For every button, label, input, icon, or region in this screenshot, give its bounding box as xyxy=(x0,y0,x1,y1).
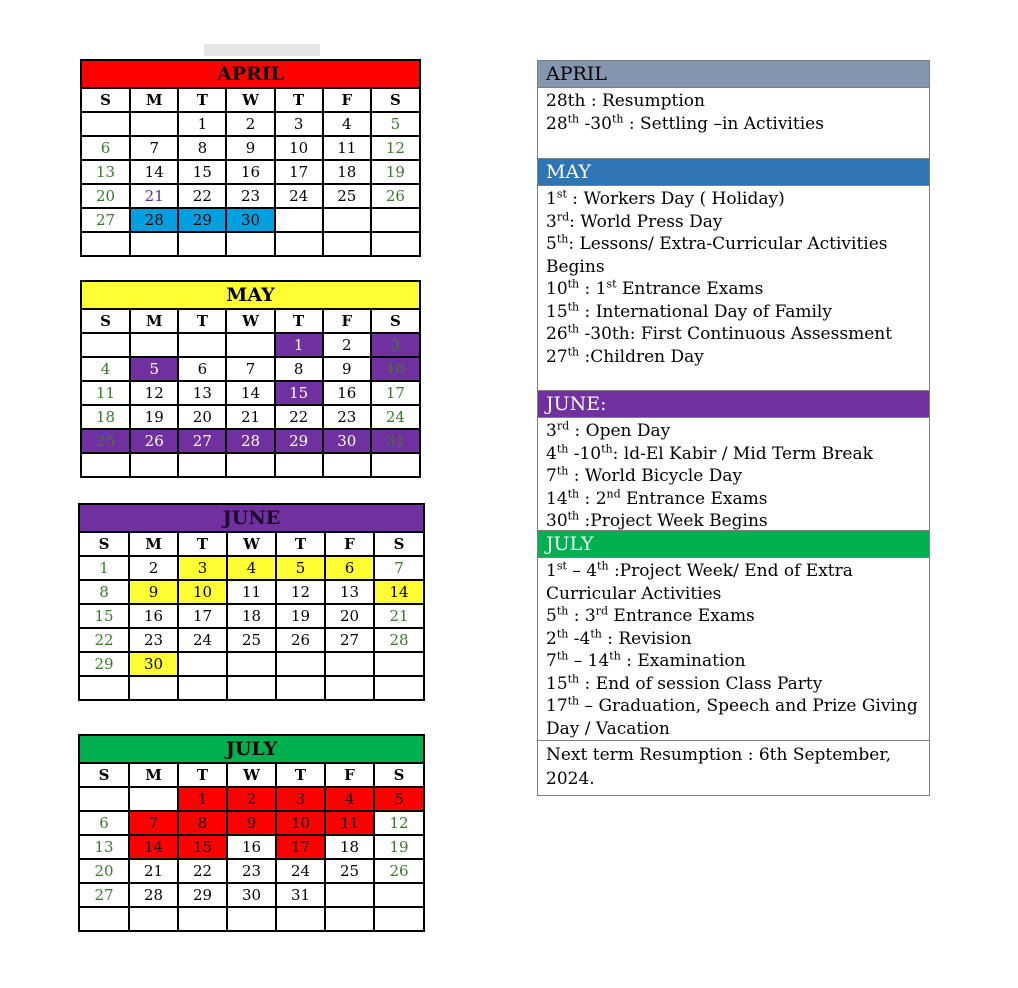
calendar-day: 6 xyxy=(80,811,129,835)
calendar-day: 21 xyxy=(130,184,178,208)
event-line: 1st : Workers Day ( Holiday) xyxy=(546,187,785,209)
calendar-day: 11 xyxy=(325,811,374,835)
events-july-list xyxy=(538,558,929,741)
event-line: 3rd: World Press Day xyxy=(546,209,723,232)
calendar-day xyxy=(374,676,423,699)
calendar-day: 2 xyxy=(227,787,276,811)
calendar-day: 9 xyxy=(129,580,178,604)
calendar-day: 7 xyxy=(129,811,178,835)
calendar-june xyxy=(78,503,425,701)
calendar-day xyxy=(323,453,371,476)
calendar-day: 31 xyxy=(371,429,419,453)
weekday-header: F xyxy=(325,533,374,556)
weekday-header: T xyxy=(275,310,323,333)
calendar-day xyxy=(129,787,178,811)
events-may-heading: MAY xyxy=(538,159,929,186)
calendar-day: 28 xyxy=(129,883,178,907)
calendar-day: 10 xyxy=(275,136,323,160)
calendar-day: 26 xyxy=(130,429,178,453)
calendar-day: 19 xyxy=(371,160,419,184)
calendar-day: 29 xyxy=(275,429,323,453)
calendar-grid xyxy=(82,89,419,255)
calendar-day: 28 xyxy=(374,628,423,652)
calendar-day: 17 xyxy=(276,835,325,859)
calendar-day: 8 xyxy=(178,811,227,835)
events-july-heading: JULY xyxy=(538,531,929,558)
weekday-header: S xyxy=(82,89,130,112)
weekday-header: T xyxy=(276,764,325,787)
calendar-day: 4 xyxy=(325,787,374,811)
weekday-header: S xyxy=(371,310,419,333)
event-line: 27th :Children Day xyxy=(546,344,704,367)
calendar-day: 29 xyxy=(178,883,227,907)
calendar-day xyxy=(178,232,226,255)
calendar-day: 11 xyxy=(82,381,130,405)
calendar-day: 29 xyxy=(80,652,129,676)
calendar-day xyxy=(226,333,274,357)
calendar-day: 6 xyxy=(178,357,226,381)
calendar-day: 7 xyxy=(226,357,274,381)
events-june-heading: JUNE: xyxy=(538,391,929,418)
calendar-day: 27 xyxy=(80,883,129,907)
calendar-day xyxy=(323,208,371,232)
calendar-day: 7 xyxy=(374,556,423,580)
event-line: 10th : 1st Entrance Exams xyxy=(546,277,764,299)
weekday-header: S xyxy=(80,764,129,787)
calendar-day xyxy=(82,112,130,136)
calendar-day xyxy=(80,787,129,811)
weekday-header: S xyxy=(80,533,129,556)
calendar-day: 6 xyxy=(82,136,130,160)
calendar-day: 27 xyxy=(178,429,226,453)
calendar-day xyxy=(178,676,227,699)
calendar-day: 22 xyxy=(178,859,227,883)
calendar-day xyxy=(178,907,227,930)
calendar-day xyxy=(130,333,178,357)
event-line: 5th : 3rd Entrance Exams xyxy=(546,604,755,626)
calendar-day: 4 xyxy=(82,357,130,381)
calendar-day: 9 xyxy=(227,811,276,835)
weekday-header: M xyxy=(129,533,178,556)
weekday-header: F xyxy=(323,310,371,333)
weekday-header: M xyxy=(130,89,178,112)
weekday-header: S xyxy=(374,764,423,787)
calendar-day xyxy=(371,232,419,255)
calendar-day xyxy=(129,676,178,699)
calendar-day: 9 xyxy=(226,136,274,160)
calendar-day: 3 xyxy=(276,787,325,811)
event-line: 15th : International Day of Family xyxy=(546,299,832,322)
calendar-day: 17 xyxy=(371,381,419,405)
calendar-month-title: APRIL xyxy=(82,61,419,89)
calendar-day: 11 xyxy=(323,136,371,160)
calendar-month-title: JULY xyxy=(80,736,423,764)
event-line: 17th – Graduation, Speech and Prize Giving Day / Vacation xyxy=(546,694,918,739)
event-line: 28th : Resumption xyxy=(546,91,705,111)
calendar-day xyxy=(226,453,274,476)
calendar-day: 25 xyxy=(227,628,276,652)
calendar-day: 21 xyxy=(374,604,423,628)
calendar-month-title: JUNE xyxy=(80,505,423,533)
calendar-day: 25 xyxy=(323,184,371,208)
calendar-day: 12 xyxy=(374,811,423,835)
calendar-day xyxy=(374,907,423,930)
calendar-day: 8 xyxy=(275,357,323,381)
weekday-header: W xyxy=(227,533,276,556)
calendar-day: 19 xyxy=(276,604,325,628)
event-line: 2th -4th : Revision xyxy=(546,626,692,649)
weekday-header: S xyxy=(371,89,419,112)
calendar-day: 27 xyxy=(82,208,130,232)
calendar-may xyxy=(80,280,421,478)
calendar-day: 1 xyxy=(178,112,226,136)
calendar-day: 10 xyxy=(178,580,227,604)
event-line: 4th -10th: ld-El Kabir / Mid Term Break xyxy=(546,441,873,464)
calendar-day xyxy=(371,208,419,232)
calendar-day: 2 xyxy=(226,112,274,136)
calendar-day: 18 xyxy=(325,835,374,859)
calendar-day: 27 xyxy=(325,628,374,652)
calendar-day: 28 xyxy=(130,208,178,232)
calendar-day: 22 xyxy=(80,628,129,652)
calendar-day: 5 xyxy=(130,357,178,381)
calendar-day: 13 xyxy=(325,580,374,604)
calendar-day: 15 xyxy=(275,381,323,405)
calendar-day: 17 xyxy=(178,604,227,628)
calendar-day: 16 xyxy=(129,604,178,628)
calendar-day: 12 xyxy=(371,136,419,160)
calendar-day xyxy=(325,652,374,676)
event-line: 1st – 4th :Project Week/ End of Extra Curricular Activities xyxy=(546,559,853,604)
calendar-day: 24 xyxy=(276,859,325,883)
calendar-day: 30 xyxy=(227,883,276,907)
calendar-day: 26 xyxy=(371,184,419,208)
calendar-day: 8 xyxy=(80,580,129,604)
events-april-list xyxy=(538,88,929,159)
calendar-day xyxy=(178,652,227,676)
calendar-day xyxy=(325,676,374,699)
calendar-day: 14 xyxy=(226,381,274,405)
calendar-day xyxy=(275,208,323,232)
calendar-day: 3 xyxy=(178,556,227,580)
calendar-day xyxy=(323,232,371,255)
calendar-day: 10 xyxy=(371,357,419,381)
calendar-month-title: MAY xyxy=(82,282,419,310)
weekday-header: T xyxy=(178,89,226,112)
event-line: 5th: Lessons/ Extra-Curricular Activities Begins xyxy=(546,232,888,277)
calendar-day xyxy=(80,907,129,930)
calendar-day xyxy=(276,652,325,676)
calendar-day: 26 xyxy=(276,628,325,652)
weekday-header: S xyxy=(374,533,423,556)
calendar-day: 1 xyxy=(178,787,227,811)
calendar-day: 15 xyxy=(178,835,227,859)
calendar-grid xyxy=(80,764,423,930)
weekday-header: T xyxy=(275,89,323,112)
calendar-grid xyxy=(80,533,423,699)
calendar-april xyxy=(80,59,421,257)
calendar-day: 24 xyxy=(275,184,323,208)
weekday-header: M xyxy=(129,764,178,787)
calendar-day: 24 xyxy=(371,405,419,429)
calendar-day: 18 xyxy=(227,604,276,628)
calendar-day: 1 xyxy=(80,556,129,580)
weekday-header: F xyxy=(323,89,371,112)
event-line: 7th : World Bicycle Day xyxy=(546,464,743,486)
calendar-day: 31 xyxy=(276,883,325,907)
calendar-day: 30 xyxy=(323,429,371,453)
calendar-day: 19 xyxy=(130,405,178,429)
calendar-day xyxy=(276,907,325,930)
event-line: 3rd : Open Day xyxy=(546,419,671,441)
weekday-header: T xyxy=(276,533,325,556)
calendar-day: 14 xyxy=(130,160,178,184)
calendar-day: 25 xyxy=(82,429,130,453)
event-line: 15th : End of session Class Party xyxy=(546,671,823,694)
event-line: 30th :Project Week Begins xyxy=(546,509,768,531)
calendar-day: 23 xyxy=(323,405,371,429)
calendar-day: 20 xyxy=(82,184,130,208)
calendar-day: 13 xyxy=(80,835,129,859)
event-line: 7th – 14th : Examination xyxy=(546,649,746,671)
calendar-day: 12 xyxy=(276,580,325,604)
calendar-day xyxy=(325,907,374,930)
calendar-day: 25 xyxy=(325,859,374,883)
calendar-day xyxy=(130,232,178,255)
calendar-day xyxy=(178,453,226,476)
calendar-day: 18 xyxy=(323,160,371,184)
calendar-day: 17 xyxy=(275,160,323,184)
calendar-day: 5 xyxy=(374,787,423,811)
calendar-day xyxy=(371,453,419,476)
calendar-day: 18 xyxy=(82,405,130,429)
calendar-day: 8 xyxy=(178,136,226,160)
calendar-day: 23 xyxy=(227,859,276,883)
calendar-day: 4 xyxy=(323,112,371,136)
calendar-day: 29 xyxy=(178,208,226,232)
calendar-day xyxy=(129,907,178,930)
calendar-day xyxy=(80,676,129,699)
calendar-day: 16 xyxy=(323,381,371,405)
calendar-day: 1 xyxy=(275,333,323,357)
calendar-day xyxy=(227,652,276,676)
calendar-day: 20 xyxy=(178,405,226,429)
calendar-day: 15 xyxy=(178,160,226,184)
event-line: 28th -30th : Settling –in Activities xyxy=(546,111,824,134)
next-term-resumption: Next term Resumption : 6th September, 2024. xyxy=(546,745,892,789)
weekday-header: W xyxy=(226,310,274,333)
calendar-day: 14 xyxy=(374,580,423,604)
calendar-day: 26 xyxy=(374,859,423,883)
calendar-day: 13 xyxy=(82,160,130,184)
weekday-header: S xyxy=(82,310,130,333)
calendar-day: 5 xyxy=(276,556,325,580)
calendar-day xyxy=(178,333,226,357)
weekday-header: T xyxy=(178,310,226,333)
calendar-day xyxy=(374,652,423,676)
calendar-day: 3 xyxy=(371,333,419,357)
calendar-day xyxy=(82,333,130,357)
events-april-heading: APRIL xyxy=(538,61,929,88)
calendar-day: 30 xyxy=(226,208,274,232)
calendar-day xyxy=(227,676,276,699)
weekday-header: M xyxy=(130,310,178,333)
calendar-day: 9 xyxy=(323,357,371,381)
calendar-day: 22 xyxy=(178,184,226,208)
event-line: 14th : 2nd Entrance Exams xyxy=(546,486,768,509)
calendar-grid xyxy=(82,310,419,476)
calendar-day: 3 xyxy=(275,112,323,136)
calendar-july xyxy=(78,734,425,932)
weekday-header: F xyxy=(325,764,374,787)
calendar-day xyxy=(276,676,325,699)
calendar-day: 6 xyxy=(325,556,374,580)
calendar-day: 15 xyxy=(80,604,129,628)
calendar-day: 16 xyxy=(227,835,276,859)
calendar-day: 14 xyxy=(129,835,178,859)
calendar-day: 20 xyxy=(325,604,374,628)
calendar-day xyxy=(227,907,276,930)
calendar-day: 4 xyxy=(227,556,276,580)
calendar-day xyxy=(130,453,178,476)
calendar-day: 23 xyxy=(129,628,178,652)
calendar-day: 2 xyxy=(323,333,371,357)
calendar-day: 2 xyxy=(129,556,178,580)
calendar-day: 30 xyxy=(129,652,178,676)
events-may-list xyxy=(538,186,929,391)
weekday-header: T xyxy=(178,764,227,787)
events-june-list xyxy=(538,418,929,531)
calendar-day: 21 xyxy=(226,405,274,429)
calendar-day xyxy=(82,232,130,255)
calendar-day: 21 xyxy=(129,859,178,883)
calendar-day: 24 xyxy=(178,628,227,652)
decorative-strip xyxy=(204,44,320,56)
calendar-day: 11 xyxy=(227,580,276,604)
calendar-day xyxy=(374,883,423,907)
calendar-day: 28 xyxy=(226,429,274,453)
calendar-day xyxy=(82,453,130,476)
weekday-header: T xyxy=(178,533,227,556)
calendar-day xyxy=(275,453,323,476)
events-panel xyxy=(537,60,930,796)
calendar-day xyxy=(130,112,178,136)
calendar-day: 12 xyxy=(130,381,178,405)
calendar-day: 7 xyxy=(130,136,178,160)
event-line: 26th -30th: First Continuous Assessment xyxy=(546,322,893,344)
calendar-day: 20 xyxy=(80,859,129,883)
weekday-header: W xyxy=(227,764,276,787)
calendar-day xyxy=(226,232,274,255)
calendar-day: 13 xyxy=(178,381,226,405)
calendar-day: 22 xyxy=(275,405,323,429)
calendar-day xyxy=(325,883,374,907)
calendar-day: 23 xyxy=(226,184,274,208)
calendar-day: 5 xyxy=(371,112,419,136)
calendar-day: 10 xyxy=(276,811,325,835)
calendar-day xyxy=(275,232,323,255)
calendar-day: 16 xyxy=(226,160,274,184)
calendar-day: 19 xyxy=(374,835,423,859)
weekday-header: W xyxy=(226,89,274,112)
